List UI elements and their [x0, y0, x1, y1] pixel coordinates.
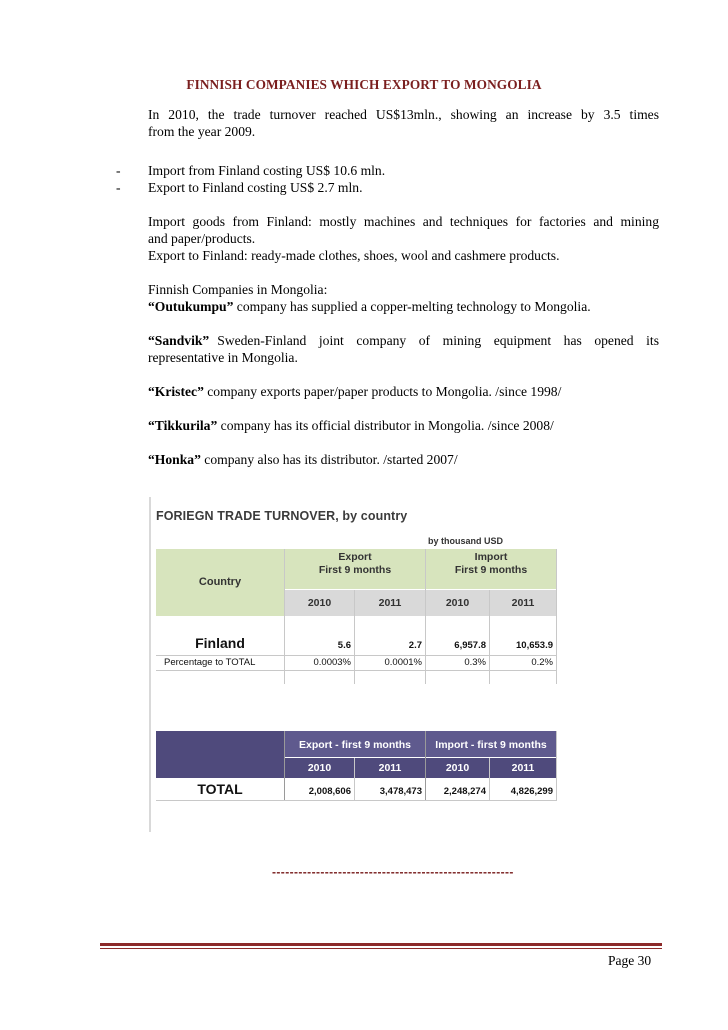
total-year-export-2010: 2010 — [307, 762, 332, 774]
total-header-blank — [156, 731, 284, 778]
year-export-2011: 2011 — [378, 597, 402, 609]
company-name: “Tikkurila” — [148, 418, 218, 433]
import-header-line-1: Import — [474, 551, 508, 563]
footer-rule-thin — [100, 948, 662, 949]
total-import-2010: 2,248,274 — [443, 786, 486, 797]
companies-heading: Finnish Companies in Mongolia: — [148, 282, 328, 297]
total-export-2011: 3,478,473 — [379, 786, 422, 797]
sandvik-line-1: “Sandvik” Sweden-Finland joint company of mining equipment has opened its — [148, 333, 659, 348]
footer-rule — [100, 943, 662, 946]
grid-line — [556, 731, 557, 801]
company-tikkurila: “Tikkurila” company has its official distributor in Mongolia. /since 2008/ — [148, 418, 554, 433]
company-name: “Kristec” — [148, 384, 204, 399]
table-left-border — [149, 497, 151, 832]
finland-export-2010: 5.6 — [337, 640, 351, 651]
bullet-marker: - — [116, 180, 121, 195]
page-number: Page 30 — [608, 953, 652, 968]
total-year-import-2011: 2011 — [511, 762, 535, 774]
total-export-2010: 2,008,606 — [308, 786, 351, 797]
grid-line — [156, 655, 556, 656]
import-goods-line-1: Import goods from Finland: mostly machines and techniques for factories and mining — [148, 214, 659, 229]
year-import-2010: 2010 — [445, 597, 470, 609]
companies-paragraph — [148, 281, 659, 315]
table-title: FORIEGN TRADE TURNOVER, by country — [156, 509, 408, 523]
section-separator: ------------------------------------------------------- — [272, 865, 514, 879]
bullet-export: Export to Finland costing US$ 2.7 mln. — [148, 180, 363, 195]
grid-line — [556, 549, 557, 684]
total-year-import-2010: 2010 — [445, 762, 470, 774]
company-sandvik — [148, 332, 659, 366]
intro-line-1: In 2010, the trade turnover reached US$13mln., showing an increase by 3.5 times — [148, 107, 659, 122]
total-import-2011: 4,826,299 — [510, 786, 553, 797]
total-export-header: Export - first 9 months — [298, 739, 411, 751]
total-label: TOTAL — [197, 781, 243, 797]
finland-import-2011: 10,653.9 — [516, 640, 553, 651]
export-header-line-2: First 9 months — [318, 564, 392, 576]
pct-export-2011: 0.0001% — [384, 657, 422, 668]
pct-import-2010: 0.3% — [464, 657, 486, 668]
page-title: FINNISH COMPANIES WHICH EXPORT TO MONGOLIA — [186, 77, 542, 92]
company-kristec: “Kristec” company exports paper/paper products to Mongolia. /since 1998/ — [148, 384, 562, 399]
total-import-header: Import - first 9 months — [435, 739, 547, 751]
export-header-line-1: Export — [338, 551, 372, 563]
import-header-line-2: First 9 months — [454, 564, 528, 576]
company-name: “Outukumpu” — [148, 299, 234, 314]
year-import-2011: 2011 — [511, 597, 535, 609]
company-name: “Honka” — [148, 452, 201, 467]
bullet-import: Import from Finland costing US$ 10.6 mln. — [148, 163, 386, 178]
finland-export-2011: 2.7 — [408, 640, 422, 651]
finland-import-2010: 6,957.8 — [454, 640, 486, 651]
company-outukumpu: “Outukumpu” company has supplied a copper-melting technology to Mongolia. — [148, 299, 591, 314]
finland-label: Finland — [195, 635, 245, 651]
pct-export-2010: 0.0003% — [313, 657, 351, 668]
table-unit: by thousand USD — [428, 536, 504, 546]
company-honka: “Honka” company also has its distributor. /started 2007/ — [148, 452, 458, 467]
intro-line-2: from the year 2009. — [148, 124, 256, 139]
sandvik-line-2: representative in Mongolia. — [148, 350, 298, 365]
pct-label: Percentage to TOTAL — [164, 657, 256, 668]
total-year-export-2011: 2011 — [378, 762, 402, 774]
company-name: “Sandvik” — [148, 333, 210, 348]
year-export-2010: 2010 — [307, 597, 332, 609]
goods-paragraph — [148, 213, 659, 264]
intro-paragraph — [148, 106, 659, 140]
export-goods: Export to Finland: ready-made clothes, shoes, wool and cashmere products. — [148, 248, 560, 263]
country-header: Country — [198, 576, 242, 588]
import-goods-line-2: and paper/products. — [148, 231, 256, 246]
grid-line — [156, 670, 556, 671]
bullet-marker: - — [116, 163, 121, 178]
grid-line — [156, 800, 556, 801]
pct-import-2011: 0.2% — [531, 657, 553, 668]
